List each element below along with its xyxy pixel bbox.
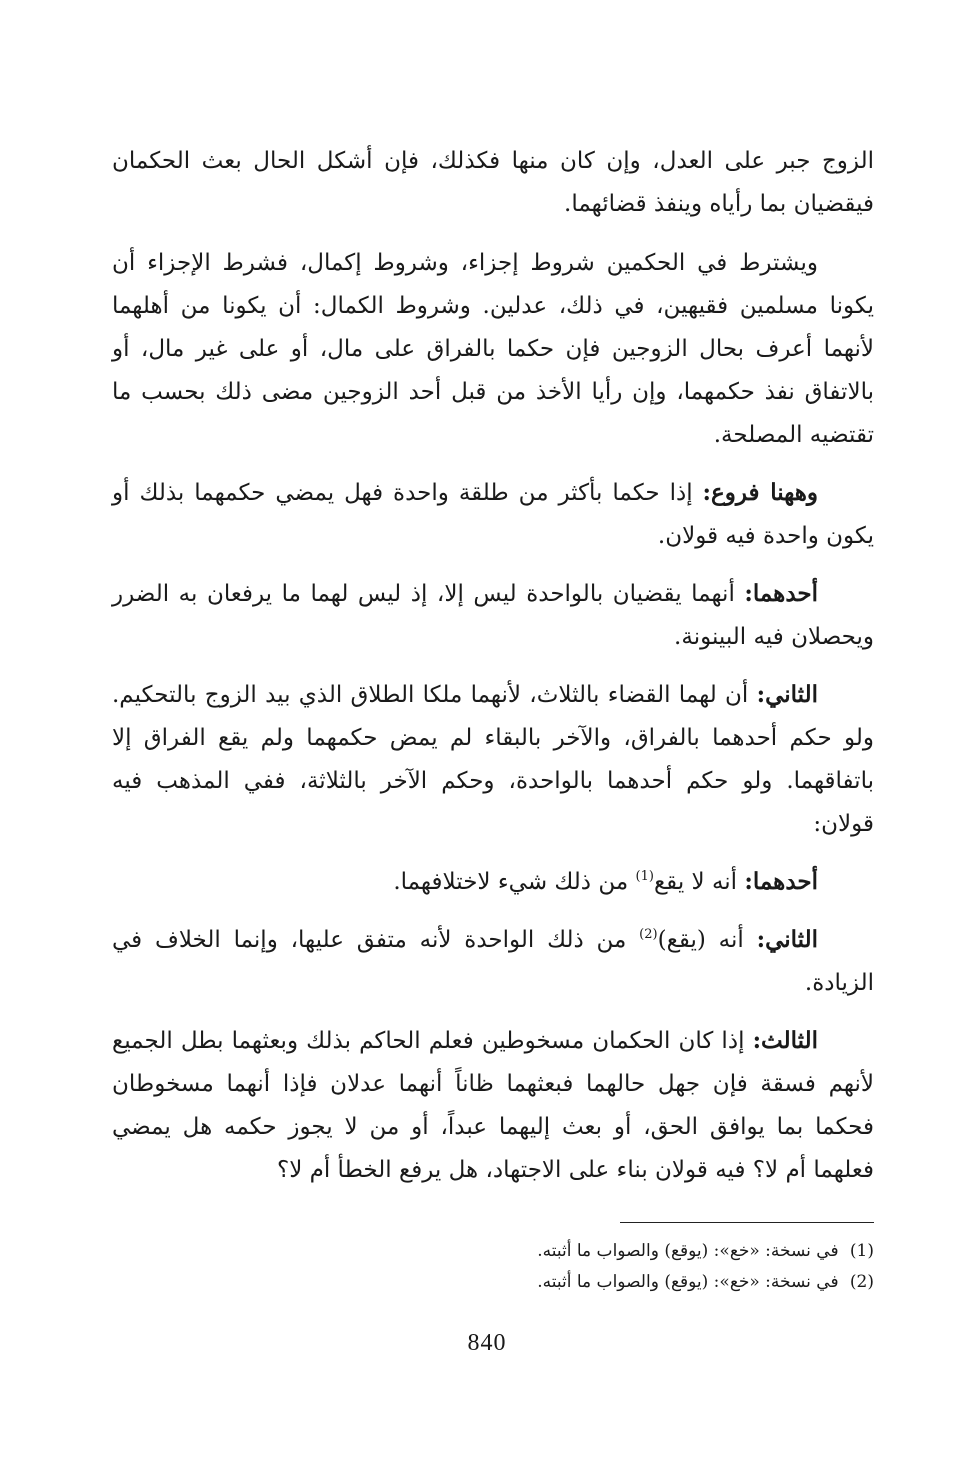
paragraph-text: أنهما يقضيان بالواحدة ليس إلا، إذ ليس لهما ما يرفعان به الضرر ويحصلان فيه البينونة. bbox=[112, 581, 874, 650]
paragraph-text: أنه لا يقع bbox=[653, 869, 745, 895]
paragraph-text: أن لهما القضاء بالثلاث، لأنهما ملكا الطلاق الذي بيد الزوج بالتحكيم. ولو حكم أحدهما بالفراق، والآخر بالبقاء لم يمض حكمهما ولم يقع الفراق إلا باتفاقهما. ولو حكم أحدهما بالواحدة، وحكم الآخر بالثلاثة، ففي المذهب فيه قولان: bbox=[112, 682, 874, 837]
footnote-2 bbox=[112, 1267, 874, 1298]
page-number: 840 bbox=[467, 1330, 507, 1356]
footnote-text: في نسخة: «خع»: (يوقع) والصواب ما أثبته. bbox=[537, 1241, 839, 1261]
paragraph-text: إذا كان الحكمان مسخوطين فعلم الحاكم بذلك وبعثهما بطل الجميع لأنهم فسقة فإن جهل حالهما فبعثهما ظاناً أنهما عدلان فإذا أنهما مسخوطان فحكما بما يوافق الحق، أو بعث إليهما عبداً، أو من لا يجوز حكمه هل يمضي فعلهما أم لا؟ فيه قولان بناء على الاجتهاد، هل يرفع الخطأ أم لا؟ bbox=[112, 1028, 874, 1183]
paragraph-3 bbox=[112, 471, 874, 558]
page-body bbox=[112, 140, 874, 1206]
footnote-number: (2) bbox=[849, 1272, 874, 1292]
footnote-text: في نسخة: «خع»: (يوقع) والصواب ما أثبته. bbox=[537, 1272, 839, 1292]
paragraph-text: ويشترط في الحكمين شروط إجزاء، وشروط إكمال، فشرط الإجزاء أن يكونا مسلمين فقيهين، في ذلك، عدلين. وشروط الكمال: أن يكونا من أهلهما لأنهما أعرف بحال الزوجين فإن حكما بالفراق على مال، أو على غير مال، أو بالاتفاق نفذ حكمهما، وإن رأيا الأخذ من قبل أحد الزوجين مضى ذلك بحسب ما تقتضيه المصلحة. bbox=[112, 250, 874, 448]
paragraph-4 bbox=[112, 572, 874, 659]
footnote-marker: (2) bbox=[639, 927, 658, 942]
paragraph-text: إذا حكما بأكثر من طلقة واحدة فهل يمضي حكمهما بذلك أو يكون واحدة فيه قولان. bbox=[112, 480, 874, 549]
paragraph-text: من ذلك شيء لاختلافهما. bbox=[393, 869, 636, 895]
footnote-1 bbox=[112, 1236, 874, 1267]
paragraph-heading: الثاني: bbox=[756, 926, 818, 953]
paragraph-7 bbox=[112, 918, 874, 1005]
paragraph-heading: وههنا فروع: bbox=[702, 479, 818, 506]
paragraph-1 bbox=[112, 140, 874, 226]
paragraph-2 bbox=[112, 242, 874, 457]
paragraph-heading: أحدهما: bbox=[744, 580, 818, 607]
paragraph-text: من ذلك الواحدة لأنه متفق عليها، وإنما الخلاف في الزيادة. bbox=[112, 927, 874, 996]
paragraph-heading: الثالث: bbox=[752, 1027, 818, 1054]
paragraph-text: الزوج جبر على العدل، وإن كان منها فكذلك، فإن أشكل الحال بعث الحكمان فيقضيان بما رأياه وينفذ قضائهما. bbox=[112, 148, 874, 217]
paragraph-heading: أحدهما: bbox=[744, 868, 818, 895]
footnotes bbox=[112, 1236, 874, 1298]
footnote-separator bbox=[620, 1222, 874, 1223]
paragraph-5 bbox=[112, 673, 874, 846]
paragraph-6 bbox=[112, 860, 874, 904]
paragraph-heading: الثاني: bbox=[756, 681, 818, 708]
footnote-number: (1) bbox=[849, 1241, 874, 1261]
paragraph-text: أنه (يقع) bbox=[657, 927, 757, 953]
footnote-marker: (1) bbox=[635, 869, 654, 884]
paragraph-8 bbox=[112, 1019, 874, 1192]
